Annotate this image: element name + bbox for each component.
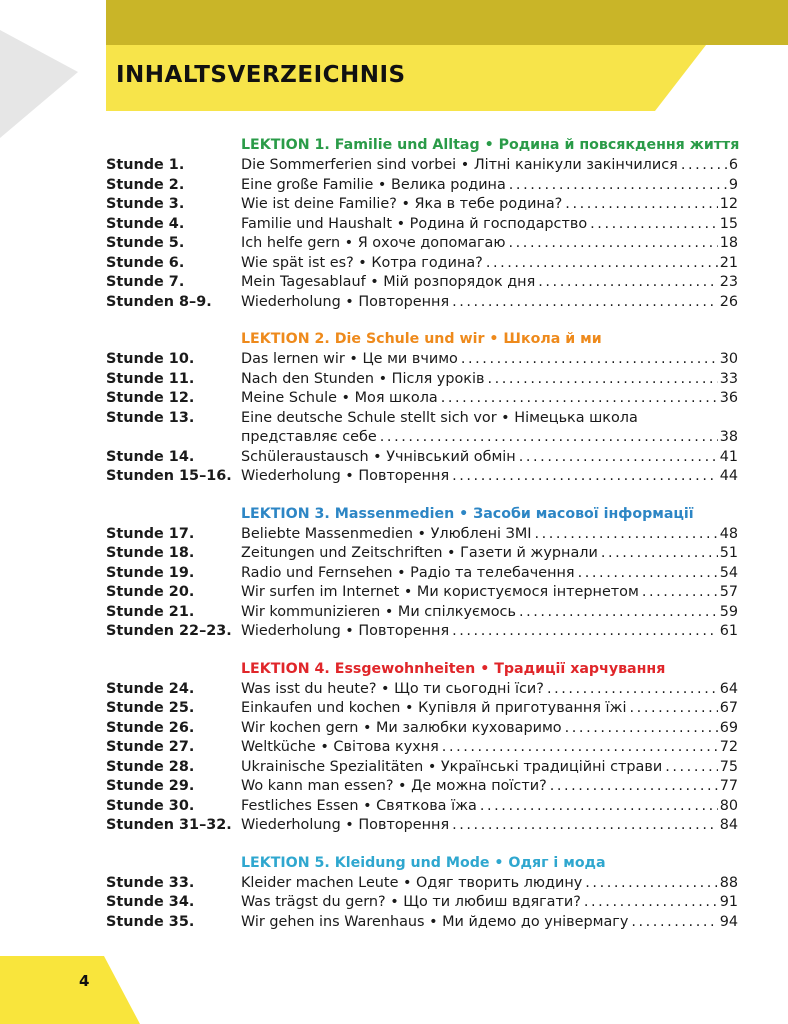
toc-entry[interactable] xyxy=(106,293,738,313)
entry-label: Stunde 26. xyxy=(106,719,195,736)
entry-title: Die Sommerferien sind vorbei • Літні канікули закінчилися xyxy=(241,157,678,173)
entry-label: Stunde 18. xyxy=(106,545,195,561)
entry-title: Was trägst du gern? • Що ти любиш вдягати? xyxy=(241,894,581,910)
dot-leader xyxy=(449,467,718,487)
toc-entry[interactable] xyxy=(106,467,738,487)
toc-entry[interactable] xyxy=(106,409,738,448)
entry-title: Wiederholung • Повторення xyxy=(241,293,450,310)
toc-entry[interactable] xyxy=(106,234,738,254)
entry-label: Stunden 22–23. xyxy=(106,623,232,639)
entry-title: Einkaufen und kochen • Купівля й приготування їжі xyxy=(241,700,627,716)
dot-leader xyxy=(678,156,727,176)
lesson-section xyxy=(106,659,738,836)
entry-label: Stunde 30. xyxy=(106,797,195,814)
entry-label: Stunde 4. xyxy=(106,215,185,232)
entry-page-number: 15 xyxy=(719,215,738,232)
entry-title: Weltküche • Світова кухня xyxy=(241,739,439,755)
footer-corner-band xyxy=(0,956,150,1024)
toc-entry[interactable] xyxy=(106,564,738,584)
entry-title: Wir surfen im Internet • Ми користуємося інтернетом xyxy=(241,584,639,600)
entry-page-number: 80 xyxy=(719,797,738,814)
entry-page-number: 67 xyxy=(719,700,738,716)
toc-entry[interactable] xyxy=(106,893,738,913)
entry-label: Stunde 21. xyxy=(106,603,195,620)
entry-title: Ich helfe gern • Я охоче допомагаю xyxy=(241,235,506,251)
toc-entry[interactable] xyxy=(106,719,738,739)
entry-label: Stunde 17. xyxy=(106,525,195,542)
entry-title: Festliches Essen • Святкова їжа xyxy=(241,797,477,814)
lesson-section xyxy=(106,329,738,487)
toc-entry[interactable] xyxy=(106,215,738,235)
dot-leader xyxy=(506,176,727,196)
toc-entry[interactable] xyxy=(106,254,738,274)
dot-leader xyxy=(516,603,718,623)
toc-entry[interactable] xyxy=(106,448,738,468)
page-number: 4 xyxy=(79,972,90,990)
toc-entry[interactable] xyxy=(106,680,738,700)
entry-label: Stunde 28. xyxy=(106,758,195,775)
toc-entry[interactable] xyxy=(106,350,738,370)
entry-page-number: 23 xyxy=(719,274,738,290)
entry-page-number: 72 xyxy=(719,739,738,755)
entry-title: Eine deutsche Schule stellt sich vor • Німецька школа xyxy=(241,409,638,426)
entry-label: Stunde 5. xyxy=(106,235,185,251)
entry-title: Das lernen wir • Це ми вчимо xyxy=(241,351,458,367)
dot-leader xyxy=(562,719,718,739)
entry-title: Ukrainische Spezialitäten • Українські традиційні страви xyxy=(241,758,663,775)
dot-leader xyxy=(449,622,718,642)
entry-title: Beliebte Massenmedien • Улюблені ЗМІ xyxy=(241,525,532,542)
entry-title: Nach den Stunden • Після уроків xyxy=(241,370,485,387)
lesson-heading: LEKTION 3. Massenmedien • Засоби масової інформації xyxy=(241,505,694,522)
lesson-heading: LEKTION 4. Essgewohnheiten • Традиції харчування xyxy=(241,660,666,677)
dot-leader xyxy=(598,544,718,564)
entry-title: Was isst du heute? • Що ти сьогодні їси? xyxy=(241,680,544,697)
toc-entry[interactable] xyxy=(106,525,738,545)
lesson-heading: LEKTION 5. Kleidung und Mode • Одяг і мода xyxy=(241,854,606,871)
entry-page-number: 36 xyxy=(719,390,738,406)
entry-title: Familie und Haushalt • Родина й господарство xyxy=(241,215,588,232)
entry-label: Stunden 31–32. xyxy=(106,817,232,833)
entry-page-number: 9 xyxy=(728,176,738,193)
dot-leader xyxy=(377,428,718,448)
entry-title-continued: представляє себе xyxy=(241,429,377,445)
toc-entry[interactable] xyxy=(106,544,738,564)
entry-label: Stunden 8–9. xyxy=(106,293,212,310)
entry-label: Stunde 27. xyxy=(106,739,195,755)
toc-entry[interactable] xyxy=(106,156,738,176)
dot-leader xyxy=(627,699,718,719)
toc-entry[interactable] xyxy=(106,913,738,933)
entry-label: Stunde 1. xyxy=(106,157,185,173)
entry-page-number: 48 xyxy=(719,525,738,542)
entry-label: Stunden 15–16. xyxy=(106,468,232,484)
entry-label: Stunde 11. xyxy=(106,370,195,387)
toc-entry[interactable] xyxy=(106,583,738,603)
entry-page-number: 26 xyxy=(719,293,738,310)
entry-label: Stunde 12. xyxy=(106,390,195,406)
entry-page-number: 57 xyxy=(719,584,738,600)
toc-entry[interactable] xyxy=(106,874,738,894)
toc-entry[interactable] xyxy=(106,758,738,778)
header-band-dark xyxy=(0,0,788,45)
entry-page-number: 91 xyxy=(719,894,738,910)
entry-page-number: 33 xyxy=(719,370,738,387)
lesson-section xyxy=(106,135,738,312)
entry-label: Stunde 24. xyxy=(106,680,195,697)
entry-page-number: 64 xyxy=(719,680,738,697)
dot-leader xyxy=(516,448,718,468)
entry-title: Kleider machen Leute • Одяг творить людину xyxy=(241,874,583,891)
entry-title: Wiederholung • Повторення xyxy=(241,468,450,484)
entry-page-number: 84 xyxy=(719,817,738,833)
dot-leader xyxy=(547,777,718,797)
entry-label: Stunde 35. xyxy=(106,913,195,930)
entry-page-number: 51 xyxy=(719,545,738,561)
entry-label: Stunde 13. xyxy=(106,409,195,426)
entry-title: Meine Schule • Моя школа xyxy=(241,390,438,406)
toc-entry[interactable] xyxy=(106,389,738,409)
entry-page-number: 6 xyxy=(728,157,738,173)
lesson-section xyxy=(106,853,738,933)
lesson-heading: LEKTION 1. Familie und Alltag • Родина й повсякдення життя xyxy=(241,137,740,153)
entry-label: Stunde 7. xyxy=(106,274,185,290)
toc-entry[interactable] xyxy=(106,816,738,836)
entry-label: Stunde 33. xyxy=(106,874,195,891)
dot-leader xyxy=(628,913,717,933)
entry-page-number: 38 xyxy=(719,429,738,445)
dot-leader xyxy=(506,234,718,254)
entry-label: Stunde 10. xyxy=(106,351,195,367)
entry-title: Wiederholung • Повторення xyxy=(241,623,450,639)
dot-leader xyxy=(458,350,718,370)
entry-page-number: 44 xyxy=(719,468,738,484)
entry-title: Wie ist deine Familie? • Яка в тебе родина? xyxy=(241,196,563,212)
lesson-section xyxy=(106,504,738,642)
dot-leader xyxy=(639,583,718,603)
entry-title: Wir gehen ins Warenhaus • Ми йдемо до універмагу xyxy=(241,913,629,930)
dot-leader xyxy=(531,525,717,545)
entry-page-number: 12 xyxy=(719,196,738,212)
entry-label: Stunde 2. xyxy=(106,176,185,193)
page-title: INHALTSVERZEICHNIS xyxy=(116,62,406,88)
entry-label: Stunde 25. xyxy=(106,700,195,716)
entry-page-number: 54 xyxy=(719,564,738,581)
entry-page-number: 21 xyxy=(719,254,738,271)
toc-entry[interactable] xyxy=(106,195,738,215)
dot-leader xyxy=(484,370,717,390)
entry-title: Wir kochen gern • Ми залюбки куховаримо xyxy=(241,719,562,736)
toc-entry[interactable] xyxy=(106,699,738,719)
entry-label: Stunde 19. xyxy=(106,564,195,581)
toc-entry[interactable] xyxy=(106,797,738,817)
table-of-contents xyxy=(106,135,738,949)
entry-label: Stunde 29. xyxy=(106,778,195,794)
toc-entry[interactable] xyxy=(106,176,738,196)
entry-page-number: 59 xyxy=(719,603,738,620)
toc-entry[interactable] xyxy=(106,273,738,293)
toc-entry[interactable] xyxy=(106,622,738,642)
entry-page-number: 88 xyxy=(719,874,738,891)
toc-entry[interactable] xyxy=(106,370,738,390)
entry-label: Stunde 14. xyxy=(106,448,195,465)
dot-leader xyxy=(449,293,718,313)
dot-leader xyxy=(483,254,718,274)
dot-leader xyxy=(449,816,718,836)
entry-label: Stunde 34. xyxy=(106,894,195,910)
entry-label: Stunde 20. xyxy=(106,584,195,600)
dot-leader xyxy=(582,874,717,894)
toc-entry[interactable] xyxy=(106,738,738,758)
entry-title: Wir kommunizieren • Ми спілкуємось xyxy=(241,603,516,620)
dot-leader xyxy=(575,564,718,584)
entry-title: Zeitungen und Zeitschriften • Газети й журнали xyxy=(241,545,598,561)
toc-entry[interactable] xyxy=(106,603,738,623)
dot-leader xyxy=(535,273,717,293)
entry-title: Schüleraustausch • Учнівський обмін xyxy=(241,448,516,465)
entry-title: Wo kann man essen? • Де можна поїсти? xyxy=(241,778,547,794)
entry-page-number: 61 xyxy=(719,623,738,639)
entry-page-number: 75 xyxy=(719,758,738,775)
dot-leader xyxy=(439,738,718,758)
dot-leader xyxy=(562,195,717,215)
dot-leader xyxy=(662,758,717,778)
entry-title: Wiederholung • Повторення xyxy=(241,817,450,833)
entry-title: Wie spät ist es? • Котра година? xyxy=(241,254,483,271)
entry-page-number: 69 xyxy=(719,719,738,736)
entry-page-number: 94 xyxy=(719,913,738,930)
entry-title: Radio und Fernsehen • Радіо та телебачення xyxy=(241,564,575,581)
entry-page-number: 77 xyxy=(719,778,738,794)
dot-leader xyxy=(438,389,718,409)
dot-leader xyxy=(581,893,718,913)
entry-page-number: 18 xyxy=(719,235,738,251)
dot-leader xyxy=(544,680,718,700)
dot-leader xyxy=(477,797,718,817)
entry-page-number: 41 xyxy=(719,448,738,465)
lesson-heading: LEKTION 2. Die Schule und wir • Школа й ми xyxy=(241,331,602,347)
dot-leader xyxy=(587,215,718,235)
toc-entry[interactable] xyxy=(106,777,738,797)
entry-page-number: 30 xyxy=(719,351,738,367)
entry-label: Stunde 3. xyxy=(106,196,185,212)
entry-title: Eine große Familie • Велика родина xyxy=(241,176,506,193)
entry-title: Mein Tagesablauf • Мій розпорядок дня xyxy=(241,274,536,290)
entry-label: Stunde 6. xyxy=(106,254,185,271)
